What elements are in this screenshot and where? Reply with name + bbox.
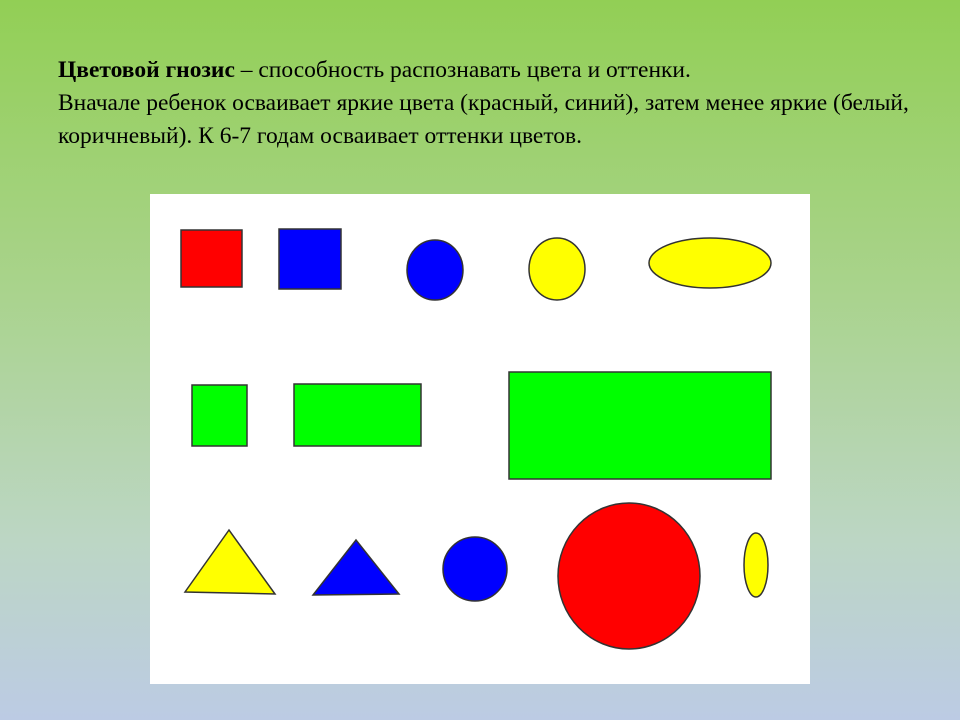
green-rectangle bbox=[294, 384, 421, 446]
definition-text: – способность распознавать цвета и оттенки. bbox=[234, 57, 691, 83]
shapes-canvas bbox=[150, 194, 810, 684]
blue-triangle bbox=[313, 540, 399, 595]
yellow-ellipse-vertical bbox=[744, 533, 768, 597]
shapes-picture bbox=[150, 194, 810, 684]
green-small-square bbox=[192, 385, 247, 446]
body-paragraph: Вначале ребенок осваивает яркие цвета (красный, синий), затем менее яркие (белый, коричневый). К 6-7 годам осваивает оттенки цветов. bbox=[58, 90, 909, 149]
blue-circle-top bbox=[407, 240, 463, 300]
definition-paragraph bbox=[58, 54, 918, 87]
slide-text bbox=[58, 54, 918, 153]
green-large-rectangle bbox=[509, 372, 771, 479]
blue-square bbox=[279, 229, 341, 289]
term-heading: Цветовой гнозис bbox=[58, 57, 235, 83]
yellow-triangle bbox=[185, 530, 275, 594]
yellow-ellipse-horizontal bbox=[649, 238, 771, 288]
blue-circle-bottom bbox=[443, 537, 507, 601]
red-square bbox=[181, 230, 242, 287]
red-large-circle bbox=[558, 503, 700, 649]
yellow-circle bbox=[529, 238, 585, 300]
